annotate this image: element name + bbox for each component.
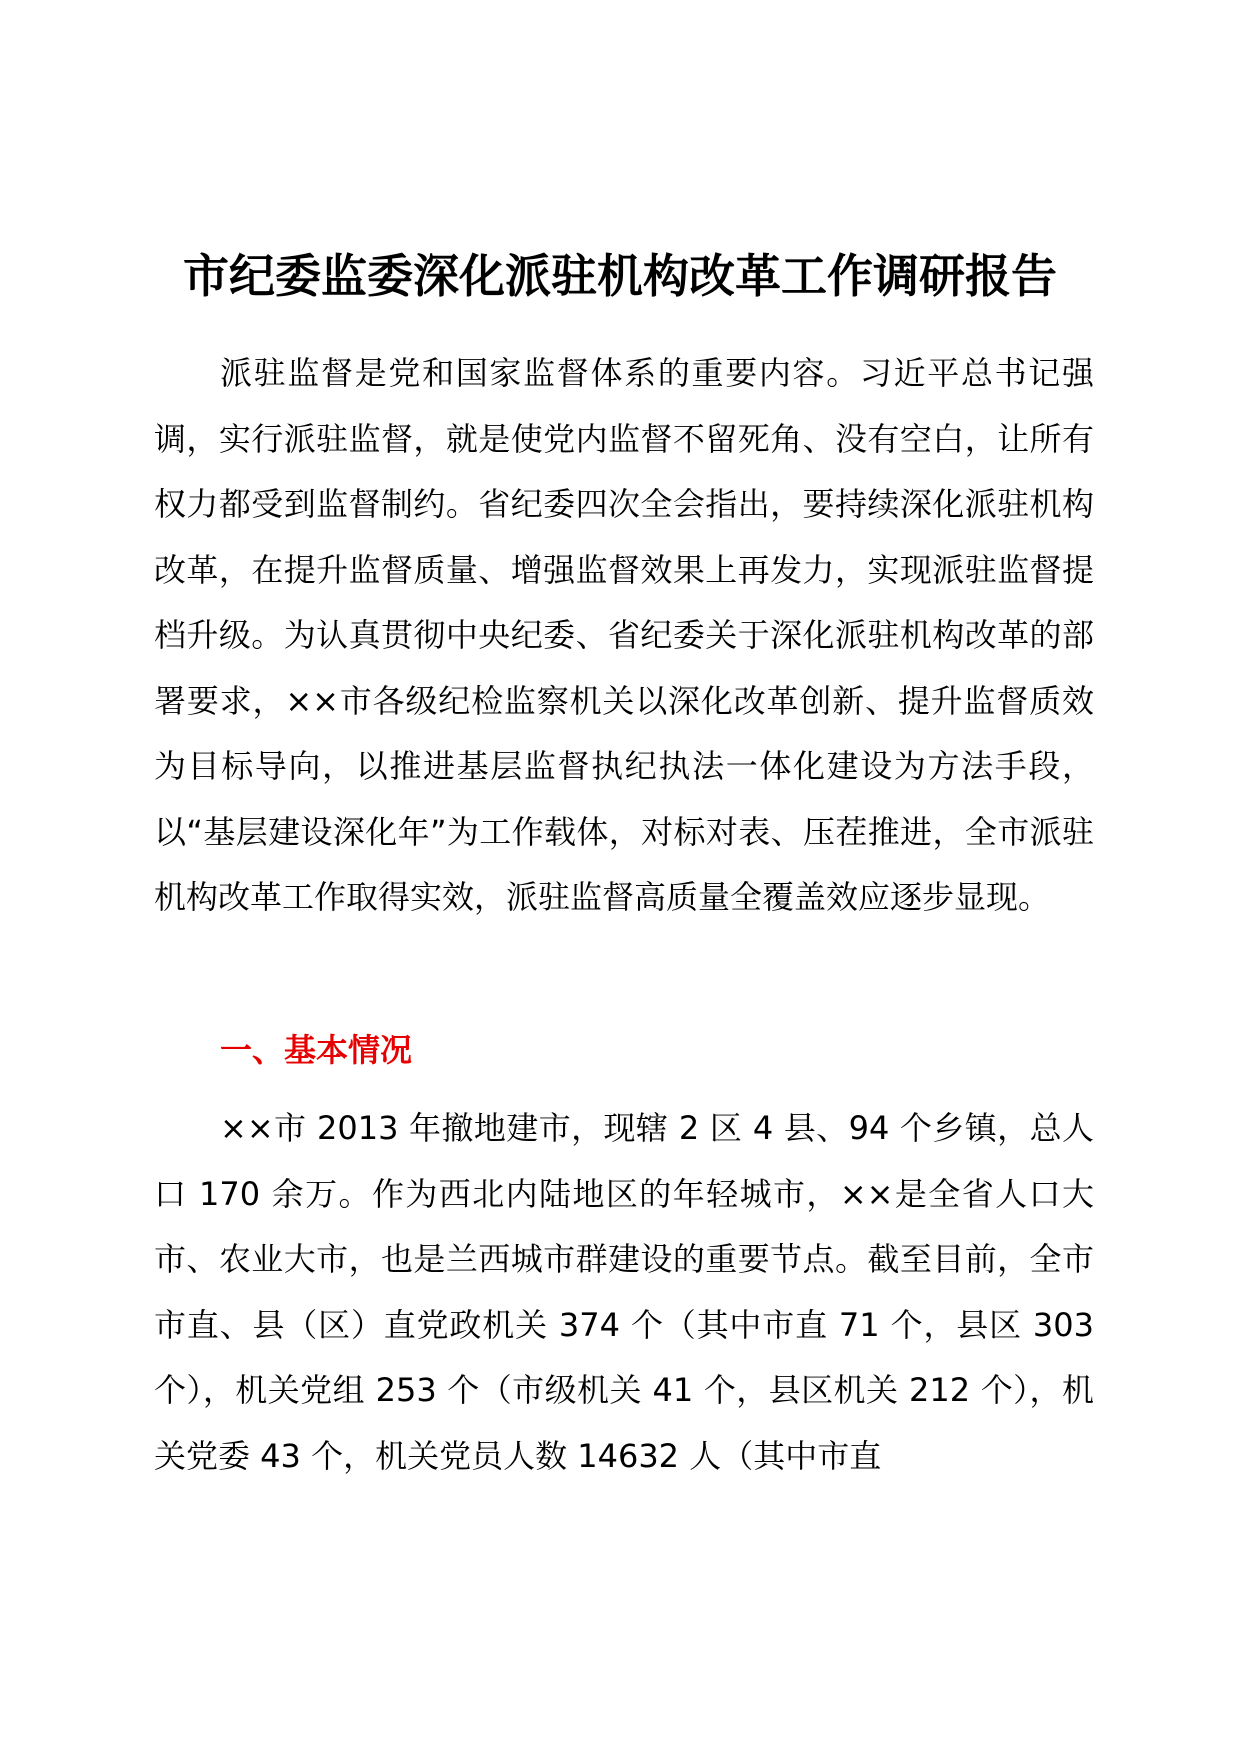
- page-title: 市纪委监委深化派驻机构改革工作调研报告: [183, 249, 1057, 303]
- basic-info-paragraph: ××市 2013 年撤地建市，现辖 2 区 4 县、94 个乡镇，总人口 170 余万。作为西北内陆地区的年轻城市，××是全省人口大市、农业大市，也是兰西城市群建设的重要节点。截至目前，全市市直、县（区）直党政机关 374 个（其中市直 71 个，县区 303 个），机关党组 253 个（市级机关 41 个，县区机关 212 个），机关党委 43 个，机关党员人数 14632 人（其中市直: [154, 1109, 1094, 1475]
- section-heading: 一、基本情况: [220, 1031, 413, 1069]
- intro-paragraph: 派驻监督是党和国家监督体系的重要内容。习近平总书记强调，实行派驻监督，就是使党内监督不留死角、没有空白，让所有权力都受到监督制约。省纪委四次全会指出，要持续深化派驻机构改革，在提升监督质量、增强监督效果上再发力，实现派驻监督提档升级。为认真贯彻中央纪委、省纪委关于深化派驻机构改革的部署要求，××市各级纪检监察机关以深化改革创新、提升监督质效为目标导向，以推进基层监督执纪执法一体化建设为方法手段，以“基层建设深化年”为工作载体，对标对表、压茬推进，全市派驻机构改革工作取得实效，派驻监督高质量全覆盖效应逐步显现。: [154, 354, 1094, 916]
